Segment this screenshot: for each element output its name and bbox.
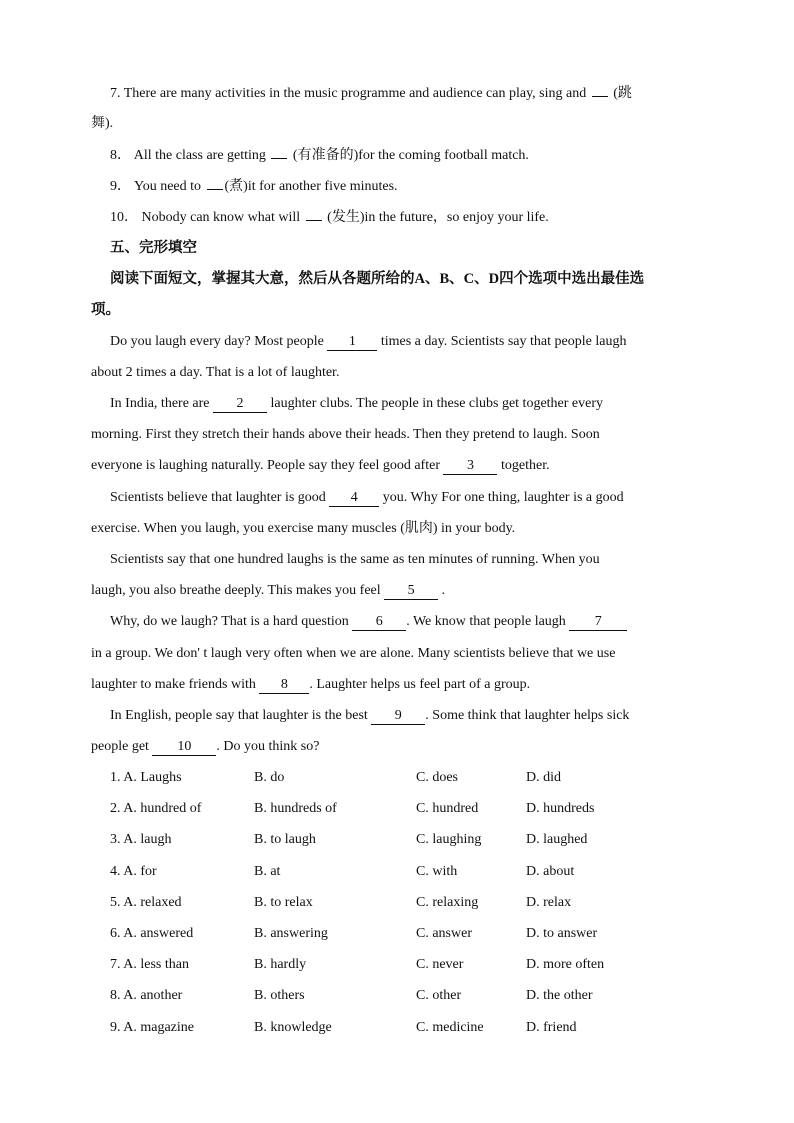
answer-blank[interactable]	[207, 177, 223, 190]
exercise-item-7-continued: 舞).	[91, 116, 114, 131]
option-d[interactable]: D. the other	[526, 988, 593, 1004]
option-c[interactable]: C. hundred	[416, 801, 479, 817]
option-c[interactable]: C. never	[416, 957, 464, 973]
option-a[interactable]: 1. A. Laughs	[110, 770, 182, 785]
passage-line: exercise. When you laugh, you exercise many muscles (肌肉) in your body.	[91, 521, 516, 536]
option-b[interactable]: B. to laugh	[254, 832, 316, 848]
option-b[interactable]: B. knowledge	[254, 1019, 332, 1035]
option-a[interactable]: 7. A. less than	[110, 957, 189, 973]
passage-line: laugh, you also breathe deeply. This makes you feel 5 .	[91, 583, 446, 598]
cloze-blank-10[interactable]: 10	[152, 739, 216, 756]
passage-line: Do you laugh every day? Most people 1 times a day. Scientists say that people laugh	[110, 334, 627, 349]
exercise-item-8: 8． All the class are getting (有准备的)for the coming football match.	[110, 148, 529, 163]
option-d[interactable]: D. hundreds	[526, 801, 595, 817]
exercise-item-7: 7. There are many activities in the music programme and audience can play, sing and (跳	[110, 86, 632, 101]
option-b[interactable]: B. hundreds of	[254, 801, 337, 817]
cloze-blank-6[interactable]: 6	[352, 614, 406, 631]
option-a[interactable]: 9. A. magazine	[110, 1019, 194, 1035]
exercise-item-9: 9． You need to (煮)it for another five minutes.	[110, 179, 398, 194]
option-c[interactable]: C. with	[416, 863, 458, 879]
passage-line: Why, do we laugh? That is a hard question 6 . We know that people laugh 7	[110, 613, 627, 631]
option-b[interactable]: B. others	[254, 988, 305, 1004]
option-d[interactable]: D. relax	[526, 894, 572, 910]
passage-line: people get 10 . Do you think so?	[91, 739, 320, 754]
option-a[interactable]: 5. A. relaxed	[110, 894, 182, 910]
option-c[interactable]: C. laughing	[416, 832, 482, 848]
cloze-blank-8[interactable]: 8	[259, 677, 309, 694]
option-b[interactable]: B. at	[254, 863, 281, 879]
option-c[interactable]: C. other	[416, 988, 462, 1004]
passage-line: in a group. We don' t laugh very often when we are alone. Many scientists believe that we use	[91, 646, 616, 661]
option-d[interactable]: D. about	[526, 863, 575, 879]
option-d[interactable]: D. more often	[526, 957, 605, 973]
option-d[interactable]: D. friend	[526, 1019, 577, 1035]
option-c[interactable]: C. answer	[416, 926, 472, 941]
answer-blank[interactable]	[271, 146, 287, 159]
passage-line: Scientists believe that laughter is good 4 you. Why For one thing, laughter is a good	[110, 490, 624, 505]
option-c[interactable]: C. relaxing	[416, 894, 479, 910]
option-a[interactable]: 3. A. laugh	[110, 832, 172, 848]
option-b[interactable]: B. to relax	[254, 894, 313, 910]
option-b[interactable]: B. do	[254, 770, 285, 785]
section-instruction-continued: 项。	[91, 302, 120, 318]
cloze-blank-7[interactable]: 7	[569, 614, 627, 631]
passage-line: morning. First they stretch their hands above their heads. Then they pretend to laugh. Soon	[91, 427, 600, 442]
option-b[interactable]: B. answering	[254, 926, 328, 941]
option-a[interactable]: 8. A. another	[110, 988, 183, 1004]
answer-blank[interactable]	[306, 208, 322, 221]
cloze-blank-9[interactable]: 9	[371, 708, 425, 725]
exercise-item-10: 10． Nobody can know what will (发生)in the future，so enjoy your life.	[110, 210, 549, 225]
option-c[interactable]: C. does	[416, 770, 458, 785]
section-heading: 五、完形填空	[110, 240, 197, 256]
cloze-blank-2[interactable]: 2	[213, 396, 267, 413]
option-b[interactable]: B. hardly	[254, 957, 307, 973]
answer-blank[interactable]	[592, 84, 608, 97]
passage-line: everyone is laughing naturally. People say they feel good after 3 together.	[91, 458, 550, 473]
passage-line: In India, there are 2 laughter clubs. The people in these clubs get together every	[110, 396, 604, 411]
cloze-blank-3[interactable]: 3	[443, 458, 497, 475]
cloze-blank-5[interactable]: 5	[384, 583, 438, 600]
option-d[interactable]: D. laughed	[526, 832, 588, 848]
option-a[interactable]: 2. A. hundred of	[110, 801, 202, 817]
option-a[interactable]: 6. A. answered	[110, 926, 194, 941]
section-instruction: 阅读下面短文，掌握其大意，然后从各题所给的A、B、C、D四个选项中选出最佳选	[110, 271, 645, 287]
passage-line: about 2 times a day. That is a lot of laughter.	[91, 365, 340, 380]
option-c[interactable]: C. medicine	[416, 1019, 484, 1035]
cloze-blank-1[interactable]: 1	[327, 334, 377, 351]
passage-line: laughter to make friends with 8 . Laughter helps us feel part of a group.	[91, 677, 531, 692]
option-a[interactable]: 4. A. for	[110, 863, 157, 879]
cloze-blank-4[interactable]: 4	[329, 490, 379, 507]
option-d[interactable]: D. did	[526, 770, 561, 785]
passage-line: Scientists say that one hundred laughs is the same as ten minutes of running. When you	[110, 552, 600, 567]
option-d[interactable]: D. to answer	[526, 926, 598, 941]
passage-line: In English, people say that laughter is the best 9 . Some think that laughter helps sick	[110, 708, 630, 723]
